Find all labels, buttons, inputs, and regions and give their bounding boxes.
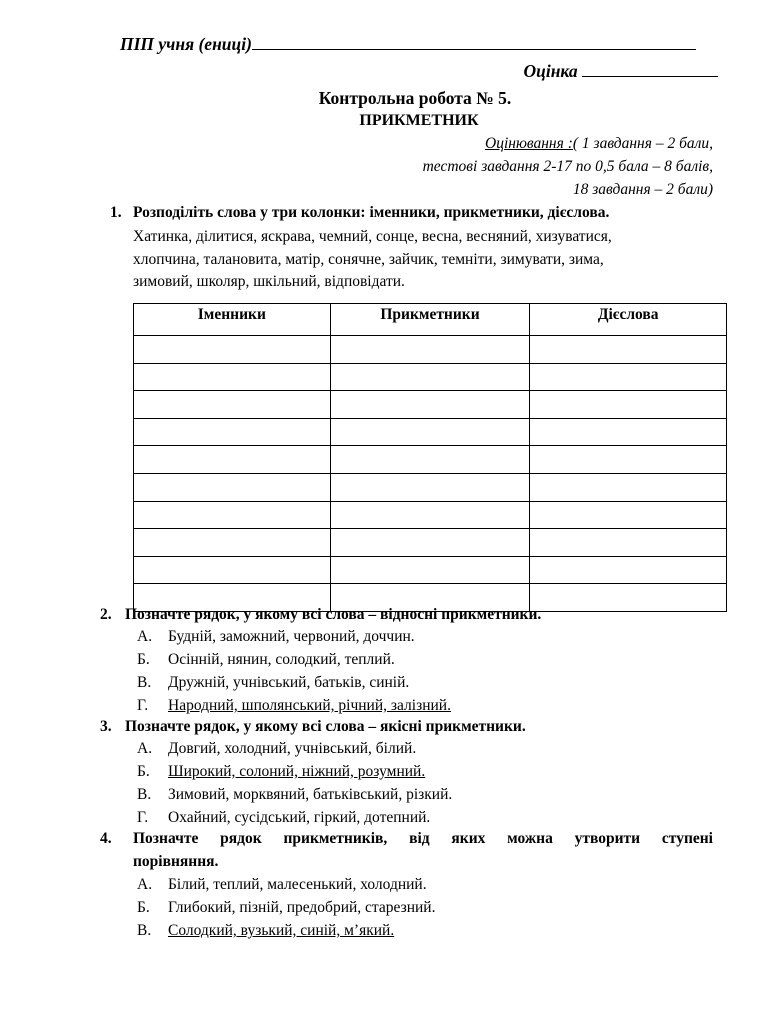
answer-option[interactable] [137,786,452,804]
table-cell-verbs[interactable] [530,363,727,391]
task-4-number: 4. [100,830,112,847]
grading-line-3: 18 завдання – 2 бали) [572,181,713,198]
table-header-row [134,304,727,336]
classification-table [133,303,727,612]
column-header-adjectives: Прикметники [330,304,530,336]
task-4-title-line-2: порівняння. [133,853,219,870]
option-letter: Б. [137,763,150,780]
option-letter: Г. [137,809,149,826]
table-cell-adjectives[interactable] [330,556,530,584]
grading-line-2: тестові завдання 2-17 по 0,5 бала – 8 балів, [422,158,713,175]
table-cell-verbs[interactable] [530,391,727,419]
table-cell-verbs[interactable] [530,446,727,474]
option-letter: А. [137,876,153,893]
option-text: Зимовий, морквяний, батьківський, різкий. [168,786,453,803]
table-row [134,363,727,391]
table-cell-adjectives[interactable] [330,336,530,364]
option-text: Будній, заможний, червоний, доччин. [168,628,415,645]
table-cell-nouns[interactable] [134,501,331,529]
task-1-words-line: Хатинка, ділитися, яскрава, чемний, сонце, весна, весняний, хизуватися, [133,228,612,245]
table-cell-nouns[interactable] [134,418,331,446]
page-subtitle: ПРИКМЕТНИК [359,112,479,129]
page-title: Контрольна робота № 5. [318,88,512,108]
task-1-words-line: зимовий, школяр, шкільний, відповідати. [133,273,405,290]
option-text: Народний, шполянський, річний, залізний. [168,697,451,714]
option-letter: В. [137,786,152,803]
student-name-field [120,34,696,55]
option-text: Глибокий, пізній, предобрий, старезний. [168,899,436,916]
table-row [134,391,727,419]
table-cell-adjectives[interactable] [330,446,530,474]
option-text: Дружній, учнівський, батьків, синій. [168,674,410,691]
option-text: Осінній, нянин, солодкий, теплий. [168,651,395,668]
task-1-words [133,226,612,294]
answer-option[interactable] [137,922,394,940]
answer-option[interactable] [137,651,395,669]
option-text: Солодкий, вузький, синій, м’який. [168,922,395,939]
option-text: Довгий, холодний, учнівський, білий. [168,740,417,757]
option-letter: А. [137,740,153,757]
grading-line-1-rest: ( 1 завдання – 2 бали, [572,135,713,152]
answer-option[interactable] [137,740,416,758]
task-1-number: 1. [110,204,122,221]
answer-option[interactable] [137,697,451,715]
task-1-title: Розподіліть слова у три колонки: іменники, прикметники, дієслова. [133,204,610,221]
option-letter: А. [137,628,153,645]
grading-label: Оцінювання : [485,135,573,152]
task-1-words-line: хлопчина, талановита, матір, сонячне, зайчик, темніти, зимувати, зима, [133,250,604,268]
table-cell-verbs[interactable] [530,556,727,584]
table-cell-verbs[interactable] [530,473,727,501]
student-name-blank[interactable] [252,35,696,50]
table-cell-adjectives[interactable] [330,418,530,446]
grade-field [523,61,718,82]
table-cell-nouns[interactable] [134,473,331,501]
grade-blank[interactable] [582,62,718,77]
table-cell-adjectives[interactable] [330,473,530,501]
student-name-label: ПІП учня (ениці) [120,34,252,54]
table-row [134,501,727,529]
table-row [134,473,727,501]
table-row [134,529,727,557]
option-letter: В. [137,674,152,691]
task-2-number: 2. [100,606,112,623]
table-cell-verbs[interactable] [530,336,727,364]
option-text: Білий, теплий, малесенький, холодний. [168,876,427,893]
table-cell-verbs[interactable] [530,529,727,557]
table-cell-nouns[interactable] [134,529,331,557]
answer-option[interactable] [137,899,435,917]
table-cell-nouns[interactable] [134,556,331,584]
task-4-title-line-1: Позначте рядок прикметників, від яких можна утворити ступені [133,830,713,847]
answer-option[interactable] [137,809,430,827]
table-row [134,446,727,474]
option-letter: Б. [137,899,150,916]
option-text: Охайний, сусідський, гіркий, дотепний. [168,809,431,826]
table-row [134,418,727,446]
column-header-verbs: Дієслова [530,304,727,336]
option-letter: Б. [137,651,150,668]
table-cell-nouns[interactable] [134,391,331,419]
option-text: Широкий, солоний, ніжний, розумний. [168,763,426,780]
answer-option[interactable] [137,674,409,692]
table-cell-verbs[interactable] [530,418,727,446]
table-cell-adjectives[interactable] [330,363,530,391]
answer-option[interactable] [137,876,427,894]
answer-option[interactable] [137,763,425,781]
table-cell-adjectives[interactable] [330,501,530,529]
table-cell-adjectives[interactable] [330,391,530,419]
table-row [134,336,727,364]
table-cell-nouns[interactable] [134,363,331,391]
table-cell-adjectives[interactable] [330,529,530,557]
task-2-title: Позначте рядок, у якому всі слова – відносні прикметники. [125,606,542,623]
table-cell-verbs[interactable] [530,584,727,612]
table-cell-nouns[interactable] [134,446,331,474]
option-letter: В. [137,922,152,939]
table-row [134,556,727,584]
answer-option[interactable] [137,628,415,646]
grading-line-1 [485,135,713,153]
task-3-title: Позначте рядок, у якому всі слова – якісні прикметники. [125,718,526,735]
grade-label: Оцінка [523,61,578,81]
table-cell-nouns[interactable] [134,336,331,364]
table-body [134,336,727,612]
column-header-nouns: Іменники [134,304,331,336]
option-letter: Г. [137,697,149,714]
table-cell-verbs[interactable] [530,501,727,529]
task-3-number: 3. [100,718,112,735]
